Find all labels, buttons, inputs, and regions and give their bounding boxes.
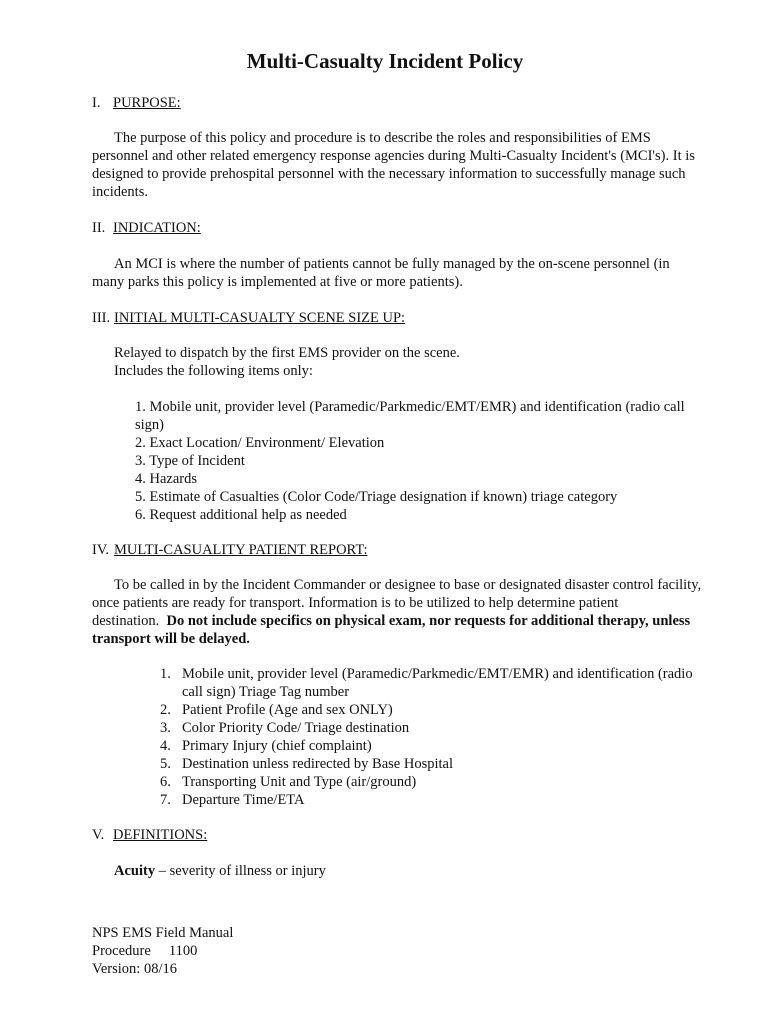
list-item [160,701,700,719]
patient-report-text: To be called in by the Incident Commander or designee to base or designated disaster control facility, once patients are ready for transport. Information is to be utilized to help determine patient destination. [92,577,702,629]
list-text: Patient Profile (Age and sex ONLY) [182,702,393,718]
definition-text: – severity of illness or injury [155,863,326,879]
section-label: PURPOSE: [113,95,181,111]
patient-report-bold-text: Do not include specifics on physical exam, nor requests for additional therapy, unless transport will be delayed. [92,613,691,647]
section-heading-definitions [92,826,207,844]
list-item: 4. Hazards [135,471,198,487]
section-label: INITIAL MULTI-CASUALTY SCENE SIZE UP: [114,310,406,326]
page-title: Multi-Casualty Incident Policy [246,49,524,73]
size-up-list [135,398,710,524]
list-item [160,665,700,701]
section-numeral: I. [92,95,101,111]
list-text: Departure Time/ETA [182,792,305,808]
patient-report-list [160,665,700,809]
list-text: Primary Injury (chief complaint) [182,738,372,754]
list-item [160,755,700,773]
list-item: 2. Exact Location/ Environment/ Elevation [135,435,385,451]
list-number: 1. [160,666,171,682]
section-numeral: V. [92,827,105,843]
section-label: DEFINITIONS: [113,827,208,843]
list-item [160,773,700,791]
section-heading-patient-report [92,541,368,559]
footer-manual: NPS EMS Field Manual [92,925,234,941]
page-footer [92,924,233,978]
size-up-line-1: Relayed to dispatch by the first EMS provider on the scene. [114,345,460,361]
section-label: MULTI-CASUALITY PATIENT REPORT: [114,542,368,558]
list-number: 5. [160,756,171,772]
list-item [160,719,700,737]
section-heading-size-up [92,309,405,327]
definition-entry [114,862,326,880]
patient-report-paragraph [92,576,702,648]
list-text: Transporting Unit and Type (air/ground) [182,774,417,790]
section-numeral: III. [92,310,111,326]
list-number: 2. [160,702,171,718]
list-item: 1. Mobile unit, provider level (Paramedic/Parkmedic/EMT/EMR) and identification (radio call sign) [135,399,685,433]
section-heading-indication [92,219,201,237]
list-text: Color Priority Code/ Triage destination [182,720,410,736]
list-item: 3. Type of Incident [135,453,245,469]
list-text: Destination unless redirected by Base Hospital [182,756,454,772]
section-numeral: II. [92,220,106,236]
size-up-line-2: Includes the following items only: [114,363,313,379]
definition-term: Acuity [114,863,156,879]
section-label: INDICATION: [113,220,201,236]
list-item [160,737,700,755]
indication-paragraph: An MCI is where the number of patients cannot be fully managed by the on-scene personnel (in many parks this policy is implemented at five or more patients). [92,256,670,290]
section-numeral: IV. [92,542,110,558]
list-number: 6. [160,774,171,790]
section-heading-purpose [92,94,181,112]
list-number: 7. [160,792,171,808]
purpose-paragraph: The purpose of this policy and procedure is to describe the roles and responsibilities of EMS personnel and other related emergency response agencies during Multi-Casualty Incident's (MCI's). It is designed to provide prehospital personnel with the necessary information to successfully manage such incidents. [92,130,695,200]
list-number: 4. [160,738,171,754]
list-item: 5. Estimate of Casualties (Color Code/Triage designation if known) triage category [135,489,618,505]
list-item [160,791,700,809]
footer-procedure: Procedure 1100 [92,943,198,959]
list-number: 3. [160,720,171,736]
list-item: 6. Request additional help as needed [135,507,347,523]
footer-version: Version: 08/16 [92,961,177,977]
list-text: Mobile unit, provider level (Paramedic/Parkmedic/EMT/EMR) and identification (radio call sign) Triage Tag number [182,666,693,700]
